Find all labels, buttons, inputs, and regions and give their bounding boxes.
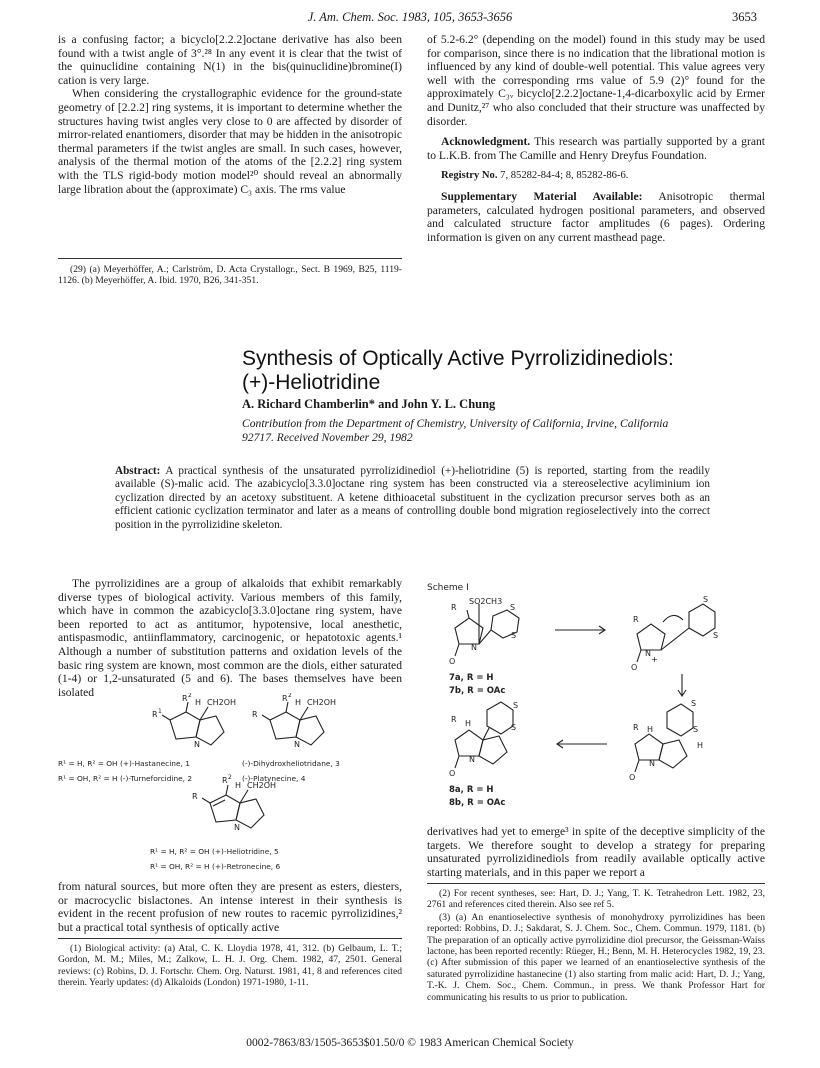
page-number: 3653 bbox=[732, 10, 757, 24]
structure-5-6-skeleton bbox=[202, 785, 264, 828]
atom-n-label-cation: N bbox=[645, 649, 651, 658]
affiliation: Contribution from the Department of Chemistry, University of California, Irvine, California 92717. Received November 29, 1982 bbox=[242, 417, 669, 444]
atom-s-label-7b: S bbox=[511, 631, 517, 640]
atom-r1-sup: 1 bbox=[158, 708, 162, 715]
prev-paragraph-1: is a confusing factor; a bicyclo[2.2.2]octane derivative has also been found with a twist angle of 3°.²⁸ In any event it is clear that the twist of the quinuclidine containing N(1) in the bis(quinuclidine)bromine(I) cation is very large. bbox=[58, 33, 402, 87]
atom-h-label: H bbox=[195, 698, 202, 707]
footnote-rule-left bbox=[58, 938, 402, 939]
atom-r-label-tri: R bbox=[633, 723, 639, 732]
scheme-1-figure bbox=[427, 580, 765, 818]
atom-r2-sup: 2 bbox=[188, 693, 192, 699]
atom-h-label-8: H bbox=[465, 719, 472, 728]
atom-r2-sup-2: 2 bbox=[288, 693, 292, 699]
structure-1-2-skeleton bbox=[162, 702, 224, 745]
atom-r2-sup-3: 2 bbox=[228, 774, 232, 781]
atom-r1-label-3: R bbox=[192, 792, 198, 801]
atom-o-label-7: O bbox=[449, 657, 456, 666]
atom-s-label-8b: S bbox=[511, 723, 517, 732]
scheme-title: Scheme I bbox=[427, 583, 469, 593]
label-8b: 8b, R = OAc bbox=[449, 798, 506, 808]
atom-r1-label: R bbox=[152, 710, 158, 719]
scheme-structure-tricyclic bbox=[635, 704, 693, 772]
atom-r1-label-2: R bbox=[252, 710, 258, 719]
body-right-paragraph: derivatives had yet to emerge³ in spite of the deceptive simplicity of the targets. We therefore sought to develop a strategy for preparing unsaturated pyrrolizidinediols from readily available optically active starting materials, and in this paper we report a bbox=[427, 825, 765, 879]
label-platynecine: (-)-Platynecine, 4 bbox=[242, 774, 306, 783]
atom-n-label-8: N bbox=[469, 755, 475, 764]
atom-ch2oh-label-3: CH2OH bbox=[247, 781, 277, 790]
atom-ch2oh-label-2: CH2OH bbox=[307, 698, 337, 707]
atom-so2ch3-label: SO2CH3 bbox=[469, 597, 503, 606]
label-7b: 7b, R = OAc bbox=[449, 686, 506, 696]
footnote-29: (29) (a) Meyerhöffer, A.; Carlström, D. Acta Crystallogr., Sect. B 1969, B25, 1119-1126. (b) Meyerhöffer, A. Ibid. 1970, B26, 341-351. bbox=[58, 264, 402, 287]
label-turneforcidine: R¹ = OH, R² = H (-)-Turneforcidine, 2 bbox=[58, 774, 193, 783]
atom-h-label-2: H bbox=[295, 698, 302, 707]
atom-r2-label-3: R bbox=[222, 776, 228, 785]
body-paragraph-2: from natural sources, but more often they are present as esters, diesters, or macrocyclic bislactones. An intense interest in their synthesis is evident in the recent profusion of new routes to racemic pyrrolizidines,² but a practical total synthesis of optically active bbox=[58, 880, 402, 934]
atom-h-label-3: H bbox=[235, 781, 242, 790]
atom-n-label-7: N bbox=[471, 643, 477, 652]
atom-o-label-tri: O bbox=[629, 773, 636, 782]
structure-3-4-skeleton bbox=[262, 702, 324, 745]
body-paragraph-1: The pyrrolizidines are a group of alkaloids that exhibit remarkably diverse types of biological activity. Various members of this family, which have in common the azabicyclo[3.3.0]octane ring system, have been reported to act as antitumor, hypotensive, local anesthetic, antispasmodic, antiinflammatory, carcinogenic, or hepatotoxic agents.¹ Although a number of substitution patterns and oxidation levels of the basic ring system are known, most common are the diols, either saturated (1-4) or 1,2-unsaturated (5 and 6). The bases themselves have been isolated bbox=[58, 577, 402, 699]
atom-r-label-8: R bbox=[451, 715, 457, 724]
atom-n-label-2: N bbox=[294, 740, 300, 749]
journal-header: J. Am. Chem. Soc. 1983, 105, 3653-3656 bbox=[307, 10, 513, 24]
atom-s-label-tri-b: S bbox=[693, 725, 699, 734]
scheme-structure-8 bbox=[455, 702, 513, 768]
prev-left-column bbox=[58, 33, 402, 196]
atom-plus-label: + bbox=[651, 655, 658, 664]
atom-n-label-3: N bbox=[234, 823, 240, 832]
footnote-rule bbox=[58, 258, 402, 259]
authors: A. Richard Chamberlin* and John Y. L. Chung bbox=[242, 397, 496, 411]
label-7a: 7a, R = H bbox=[449, 673, 494, 683]
atom-s-label-cation-a: S bbox=[703, 595, 709, 604]
footnote-rule-right bbox=[427, 883, 765, 884]
atom-o-label-cation: O bbox=[631, 663, 638, 672]
atom-h-label-tri: H bbox=[647, 725, 654, 734]
pyrrolizidine-structures-figure bbox=[58, 693, 402, 878]
prev-right-paragraph: of 5.2-6.2° (depending on the model) found in this study may be used for comparison, since there is no indication that the librational motion is influenced by any kind of double-well potential. This value agrees very well with the corresponding rms value of 5.9 (2)° found for the approximately C₃ᵥ bicyclo[2.2.2]octane-1,4-dicarboxylic acid by Ermer and Dunitz,²⁷ who also concluded that their structure was unaffected by disorder. bbox=[427, 33, 765, 128]
atom-s-label-8a: S bbox=[513, 701, 519, 710]
acknowledgment: Acknowledgment. This research was partially supported by a grant to L.K.B. from The Camille and Henry Dreyfus Foundation. bbox=[427, 135, 765, 162]
registry-numbers: Registry No. 7, 85282-84-4; 8, 85282-86-6. bbox=[441, 170, 629, 182]
atom-s-label-cation-b: S bbox=[713, 631, 719, 640]
atom-r-label-7: R bbox=[451, 603, 457, 612]
scheme-arrows bbox=[555, 626, 686, 748]
atom-ch2oh-label: CH2OH bbox=[207, 698, 237, 707]
label-heliotridine: R¹ = H, R² = OH (+)-Heliotridine, 5 bbox=[150, 847, 279, 856]
abstract: Abstract: A practical synthesis of the unsaturated pyrrolizidinediol (+)-heliotridine (5) is reported, starting from the readily available (S)-malic acid. The azabicyclo[3.3.0]octane ring system has been constructed via a stereoselective acyliminium ion cyclization directed by an acetoxy substituent. A ketene dithioacetal substituent in the cyclization precursor serves both as an efficient cationic cyclization terminator and later as a means of controlling double bond migration regioselectively into the correct position in the pyrrolizidine skeleton. bbox=[115, 465, 710, 531]
atom-s-label-tri-a: S bbox=[691, 699, 697, 708]
atom-s-label-7a: S bbox=[510, 603, 516, 612]
prev-right-column bbox=[427, 33, 765, 244]
article-title: Synthesis of Optically Active Pyrrolizidinediols: (+)-Heliotridine bbox=[242, 347, 674, 394]
atom-h-label-tri-2: H bbox=[697, 741, 704, 750]
atom-r2-label-2: R bbox=[282, 694, 288, 703]
atom-o-label-8: O bbox=[449, 769, 456, 778]
label-retronecine: R¹ = OH, R² = H (+)-Retronecine, 6 bbox=[150, 862, 281, 871]
supplementary-material: Supplementary Material Available: Anisotropic thermal parameters, calculated hydrogen positional parameters, and observed and calculated structure factor amplitudes (6 pages). Ordering information is given on any current masthead page. bbox=[427, 189, 765, 244]
label-8a: 8a, R = H bbox=[449, 785, 494, 795]
atom-n-label: N bbox=[194, 740, 200, 749]
atom-r2-label: R bbox=[182, 694, 188, 703]
copyright-footer: 0002-7863/83/1505-3653$01.50/0 © 1983 American Chemical Society bbox=[246, 1037, 574, 1049]
label-hastanecine: R¹ = H, R² = OH (+)-Hastanecine, 1 bbox=[58, 759, 190, 768]
atom-r-label-cation: R bbox=[633, 615, 639, 624]
prev-paragraph-2: When considering the crystallographic evidence for the ground-state geometry of [2.2.2] ring systems, it is important to determine whether the structures having twist angles very close to 0 are affected by disorder of mirror-related enantiomers, disorder that may be hidden in the anisotropic thermal parameters if the twist angles are small. In such cases, however, analysis of the thermal motion of the atoms of the [2.2.2] ring system with the TLS rigid-body motion model²⁰ should reveal an abnormally large libration about the (approximate) C₃ axis. The rms value bbox=[58, 87, 402, 196]
footnote-3: (3) (a) An enantioselective synthesis of monohydroxy pyrrolizidines has been reported: Robbins, D. J.; Sakdarat, S. J. Chem. Soc., Chem. Commun. 1979, 1181. (b) The preparation of an optically active pyrrolizidine diol precursor, the Geissman-Waiss lactone, has been reported recently: Rüeger, H.; Benn, M. H. Heterocycles 1982, 19, 23. (c) After submission of this paper we learned of an enantioselective synthesis of the saturated pyrrolizidine hastanecine (1) also starting from malic acid: Hart, D. J.; Yang, T.-K. J. Chem. Soc., Chem. Commun., in press. We thank Professor Hart for communicating his results to us prior to publication. bbox=[427, 911, 765, 1003]
label-dihydroxyheliotridane: (-)-Dihydroxheliotridane, 3 bbox=[242, 759, 340, 768]
footnotes-right bbox=[427, 888, 765, 1004]
footnote-1: (1) Biological activity: (a) Atal, C. K. Lloydia 1978, 41, 312. (b) Gelbaum, L. T.; Gordon, M. M.; Miles, M.; Zalkow, L. H. J. Org. Chem. 1982, 47, 2501. General reviews: (c) Robins, D. J. Fortschr. Chem. Org. Naturst. 1981, 41, 8 and references cited therein. Yearly updates: (d) Alkaloids (London) 1971-1980, 1-11. bbox=[58, 943, 402, 989]
atom-n-label-tri: N bbox=[649, 759, 655, 768]
footnote-2: (2) For recent syntheses, see: Hart, D. J.; Yang, T. K. Tetrahedron Lett. 1982, 23, 2761 and references cited therein. Also see ref 5. bbox=[427, 888, 765, 911]
